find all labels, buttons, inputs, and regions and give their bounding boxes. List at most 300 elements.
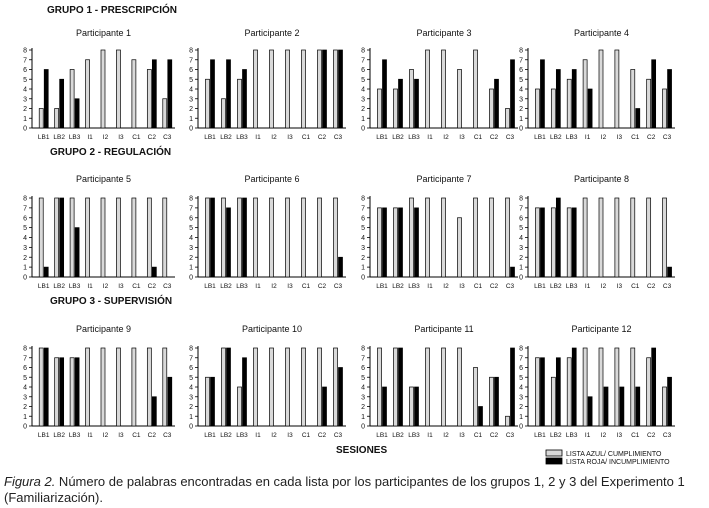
- p3-x-tick-label: C1: [473, 134, 483, 141]
- p6-x-tick-label: C3: [333, 283, 343, 290]
- p6-x-tick-label: LB1: [204, 283, 216, 290]
- p3-bar-blue: [490, 89, 494, 128]
- p2-title: Participante 2: [244, 28, 300, 38]
- p1-x-tick-label: LB1: [37, 134, 50, 141]
- p9-title: Participante 9: [75, 324, 132, 334]
- p6-y-tick-label: 7: [189, 205, 193, 213]
- p1-bar-red: [168, 60, 172, 128]
- p11-bar-blue: [394, 348, 398, 426]
- p9-x-tick-label: LB1: [37, 432, 50, 439]
- p5-y-tick-label: 8: [23, 195, 27, 203]
- p3-y-tick-label: 7: [361, 57, 365, 65]
- p6-bar-blue: [270, 198, 274, 277]
- legend: [546, 450, 670, 466]
- p2-y-tick-label: 8: [189, 47, 193, 55]
- p11-bar-red: [415, 387, 419, 426]
- p11-bar-red: [383, 387, 387, 426]
- p2-bar-blue: [222, 99, 226, 128]
- p3-y-tick-label: 6: [361, 67, 365, 74]
- p8-x-tick-label: C3: [662, 283, 672, 290]
- p8-x-tick-label: LB2: [550, 283, 562, 290]
- p4-bar-red: [540, 60, 544, 128]
- p10-bar-blue: [206, 377, 210, 426]
- p4-y-tick-label: 8: [519, 47, 523, 55]
- p3-y-tick-label: 1: [361, 115, 365, 123]
- p10-x-tick-label: I3: [287, 432, 293, 439]
- p10-title: Participante 10: [241, 324, 303, 334]
- p6-bar-blue: [254, 198, 258, 277]
- p8-bar-red: [572, 208, 576, 277]
- p7-y-tick-label: 2: [361, 254, 365, 262]
- p11-x-tick-label: I2: [443, 432, 449, 439]
- p7-x-tick-label: C2: [489, 283, 499, 290]
- p9-y-tick-label: 8: [23, 345, 27, 353]
- p1-y-tick-label: 3: [23, 96, 27, 104]
- p4-bar-red: [652, 60, 656, 128]
- p12-y-tick-label: 2: [519, 404, 523, 411]
- p4-x-tick-label: C1: [631, 134, 640, 141]
- p10-bar-blue: [270, 348, 274, 426]
- p9-bar-red: [168, 377, 172, 426]
- p3-bar-red: [383, 60, 387, 128]
- p3-x-tick-label: LB1: [376, 134, 388, 141]
- p4-y-tick-label: 5: [519, 76, 523, 84]
- p2-y-tick-label: 6: [189, 67, 193, 74]
- p11-bar-blue: [410, 387, 414, 426]
- p12-x-tick-label: LB1: [534, 432, 546, 439]
- p7-y-tick-label: 8: [361, 195, 365, 203]
- p10-bar-red: [323, 387, 327, 426]
- p2-bar-red: [339, 50, 343, 128]
- p4-bar-blue: [567, 79, 571, 128]
- p11-bar-blue: [490, 377, 494, 426]
- p2-bar-blue: [238, 79, 242, 128]
- p11-y-tick-label: 2: [361, 404, 365, 411]
- p7-x-tick-label: LB3: [408, 283, 420, 290]
- p11-x-tick-label: C1: [473, 432, 483, 439]
- p5-x-tick-label: LB1: [37, 283, 50, 290]
- p12-bar-blue: [567, 358, 571, 426]
- p2-y-tick-label: 1: [189, 115, 193, 123]
- p10-bar-red: [211, 377, 215, 426]
- p2-x-tick-label: C3: [333, 134, 343, 141]
- p5-y-tick-label: 6: [23, 215, 27, 223]
- p1-y-tick-label: 1: [23, 115, 27, 123]
- p9-bar-blue: [147, 348, 151, 426]
- p11-bar-blue: [426, 348, 430, 426]
- p7-bar-blue: [410, 198, 414, 277]
- p5-bar-blue: [39, 198, 43, 277]
- p12-title: Participante 12: [571, 324, 632, 334]
- p12-bar-blue: [551, 377, 555, 426]
- p10-bar-blue: [318, 348, 322, 426]
- p1-y-tick-label: 4: [23, 86, 27, 94]
- p12-y-tick-label: 0: [519, 423, 523, 431]
- p8-bar-red: [540, 208, 544, 277]
- p6-bar-red: [339, 257, 343, 277]
- p8-y-tick-label: 8: [519, 195, 523, 203]
- p9-bar-red: [152, 397, 156, 426]
- p5-bar-red: [60, 198, 64, 277]
- p7-x-tick-label: I3: [459, 283, 465, 290]
- p5-y-tick-label: 2: [23, 254, 27, 262]
- p12-y-tick-label: 4: [519, 384, 523, 392]
- p8-x-tick-label: I3: [616, 283, 623, 290]
- p8-y-tick-label: 4: [519, 235, 523, 242]
- p3-bar-blue: [474, 50, 478, 128]
- p7-bar-blue: [378, 208, 382, 277]
- p10-y-tick-label: 6: [189, 365, 193, 372]
- p2-y-tick-label: 2: [189, 106, 193, 113]
- p10-y-tick-label: 0: [189, 423, 193, 431]
- p4-y-tick-label: 0: [519, 125, 523, 133]
- p5-y-tick-label: 1: [23, 264, 27, 272]
- p6-bar-red: [211, 198, 215, 277]
- p4-y-tick-label: 7: [519, 57, 523, 65]
- figure-caption: [4, 474, 704, 506]
- p4-bar-blue: [583, 60, 587, 128]
- p3-y-tick-label: 2: [361, 106, 365, 113]
- p2-y-tick-label: 7: [189, 57, 193, 65]
- p11-y-tick-label: 8: [361, 345, 365, 353]
- p1-x-tick-label: C3: [163, 134, 172, 141]
- p8-y-tick-label: 2: [519, 254, 523, 262]
- p6-y-tick-label: 4: [189, 235, 193, 242]
- p12-bar-red: [620, 387, 624, 426]
- p2-x-tick-label: LB1: [204, 134, 216, 141]
- p7-x-tick-label: LB2: [392, 283, 404, 290]
- p7-bar-blue: [442, 198, 446, 277]
- p9-bar-red: [44, 348, 48, 426]
- p10-x-tick-label: C2: [317, 432, 327, 439]
- p2-x-tick-label: C1: [301, 134, 311, 141]
- p1-y-tick-label: 0: [23, 125, 27, 133]
- p8-bar-red: [556, 198, 560, 277]
- p3-bar-red: [495, 79, 499, 128]
- p9-bar-blue: [55, 358, 59, 426]
- p7-bar-blue: [474, 198, 478, 277]
- p6-y-tick-label: 0: [189, 274, 193, 282]
- p9-bar-red: [75, 358, 79, 426]
- p5-bar-red: [152, 267, 156, 277]
- p8-bar-blue: [551, 208, 555, 277]
- p10-y-tick-label: 1: [189, 413, 193, 421]
- p6-bar-red: [227, 208, 231, 277]
- legend-swatch-red-list: [546, 458, 562, 464]
- p6-bar-blue: [334, 198, 338, 277]
- p11-bar-blue: [506, 416, 510, 426]
- p4-bar-blue: [599, 50, 603, 128]
- p7-y-tick-label: 7: [361, 205, 365, 213]
- p1-bar-blue: [101, 50, 105, 128]
- p10-x-tick-label: I2: [271, 432, 277, 439]
- p4-bar-blue: [663, 89, 667, 128]
- p3-y-tick-label: 8: [361, 47, 365, 55]
- p6-bar-blue: [222, 198, 226, 277]
- p5-x-tick-label: I2: [102, 283, 109, 290]
- p11-y-tick-label: 4: [361, 384, 365, 392]
- p6-x-tick-label: C1: [301, 283, 311, 290]
- p10-y-tick-label: 7: [189, 355, 193, 363]
- p11-bar-red: [511, 348, 515, 426]
- p1-x-tick-label: C2: [147, 134, 156, 141]
- p11-x-tick-label: I3: [459, 432, 465, 439]
- p12-bar-blue: [583, 348, 587, 426]
- p12-y-tick-label: 8: [519, 345, 523, 353]
- p1-x-tick-label: LB2: [53, 134, 65, 141]
- p9-bar-blue: [86, 348, 90, 426]
- p5-y-tick-label: 4: [23, 235, 27, 242]
- p5-y-tick-label: 7: [23, 205, 27, 213]
- p1-bar-blue: [39, 109, 43, 129]
- p3-y-tick-label: 0: [361, 125, 365, 133]
- p9-x-tick-label: C1: [132, 432, 141, 439]
- p7-bar-blue: [458, 218, 462, 277]
- p2-bar-blue: [206, 79, 210, 128]
- p1-bar-red: [152, 60, 156, 128]
- p9-x-tick-label: I1: [87, 432, 93, 439]
- p12-x-tick-label: I3: [616, 432, 623, 439]
- p5-x-tick-label: I3: [118, 283, 124, 290]
- p2-y-tick-label: 5: [189, 76, 193, 84]
- p5-bar-blue: [116, 198, 120, 277]
- p11-y-tick-label: 1: [361, 413, 365, 421]
- p2-bar-red: [323, 50, 327, 128]
- p3-x-tick-label: I2: [443, 134, 449, 141]
- p10-x-tick-label: LB2: [220, 432, 232, 439]
- p4-x-tick-label: LB3: [565, 134, 578, 141]
- p5-bar-red: [44, 267, 48, 277]
- p6-bar-blue: [238, 198, 242, 277]
- p8-y-tick-label: 0: [519, 274, 523, 282]
- p12-bar-red: [540, 358, 544, 426]
- legend-label-blue-list: LISTA AZUL/ CUMPLIMIENTO: [566, 451, 662, 458]
- p4-y-tick-label: 4: [519, 86, 523, 94]
- p12-bar-red: [556, 358, 560, 426]
- p5-bar-blue: [86, 198, 90, 277]
- p12-bar-red: [652, 348, 656, 426]
- p9-y-tick-label: 1: [23, 413, 27, 421]
- p3-bar-blue: [410, 70, 414, 129]
- p9-bar-blue: [163, 348, 167, 426]
- p4-x-tick-label: C2: [647, 134, 656, 141]
- p11-y-tick-label: 6: [361, 365, 365, 372]
- p2-x-tick-label: LB2: [220, 134, 232, 141]
- p10-bar-red: [227, 348, 231, 426]
- p12-x-tick-label: C1: [631, 432, 640, 439]
- p11-y-tick-label: 5: [361, 374, 365, 382]
- p10-y-tick-label: 5: [189, 374, 193, 382]
- p9-x-tick-label: C2: [147, 432, 156, 439]
- p6-x-tick-label: LB3: [236, 283, 248, 290]
- p1-x-tick-label: I2: [102, 134, 109, 141]
- p7-y-tick-label: 0: [361, 274, 365, 282]
- p7-y-tick-label: 1: [361, 264, 365, 272]
- p5-x-tick-label: I1: [87, 283, 93, 290]
- p10-x-tick-label: C3: [333, 432, 343, 439]
- p1-y-tick-label: 7: [23, 57, 27, 65]
- p12-bar-blue: [631, 348, 635, 426]
- p6-y-tick-label: 1: [189, 264, 193, 272]
- p6-title: Participante 6: [244, 174, 300, 184]
- p7-x-tick-label: C1: [473, 283, 483, 290]
- p10-bar-blue: [286, 348, 290, 426]
- p12-bar-blue: [535, 358, 539, 426]
- p2-bar-red: [243, 70, 247, 129]
- p2-x-tick-label: LB3: [236, 134, 248, 141]
- p6-x-tick-label: LB2: [220, 283, 232, 290]
- p7-bar-blue: [506, 198, 510, 277]
- p3-bar-blue: [426, 50, 430, 128]
- p2-bar-blue: [318, 50, 322, 128]
- p2-bar-blue: [270, 50, 274, 128]
- figure-caption-text: Número de palabras encontradas en cada lista por los participantes de los grupos 1, 2 y 3 del Experimento 1 (Familiarización).: [4, 474, 685, 505]
- p12-y-tick-label: 7: [519, 355, 523, 363]
- p3-y-tick-label: 4: [361, 86, 365, 94]
- p1-bar-blue: [147, 70, 151, 129]
- p11-bar-red: [399, 348, 403, 426]
- p12-bar-blue: [647, 358, 651, 426]
- p6-bar-blue: [318, 198, 322, 277]
- legend-label-red-list: LISTA ROJA/ INCUMPLIMIENTO: [566, 459, 670, 466]
- p8-x-tick-label: C2: [647, 283, 656, 290]
- p9-x-tick-label: LB3: [68, 432, 81, 439]
- p8-x-tick-label: I1: [584, 283, 591, 290]
- p10-x-tick-label: LB3: [236, 432, 248, 439]
- p1-bar-blue: [86, 60, 90, 128]
- p8-x-tick-label: I2: [600, 283, 607, 290]
- p1-y-tick-label: 2: [23, 106, 27, 113]
- p11-x-tick-label: LB3: [408, 432, 420, 439]
- p8-x-tick-label: LB3: [565, 283, 578, 290]
- p11-y-tick-label: 7: [361, 355, 365, 363]
- p12-y-tick-label: 5: [519, 374, 523, 382]
- p1-bar-red: [60, 79, 64, 128]
- p3-title: Participante 3: [416, 28, 472, 38]
- p10-bar-red: [243, 358, 247, 426]
- p12-bar-red: [572, 348, 576, 426]
- p8-bar-blue: [567, 208, 571, 277]
- p10-bar-blue: [222, 348, 226, 426]
- p1-x-tick-label: I1: [87, 134, 93, 141]
- p12-y-tick-label: 3: [519, 394, 523, 402]
- p5-x-tick-label: C3: [163, 283, 172, 290]
- group-2-title: GRUPO 2 - REGULACIÓN: [50, 147, 172, 158]
- p10-x-tick-label: I1: [255, 432, 261, 439]
- p9-y-tick-label: 5: [23, 374, 27, 382]
- p2-bar-blue: [302, 50, 306, 128]
- p3-bar-blue: [458, 70, 462, 129]
- p1-x-tick-label: I3: [118, 134, 124, 141]
- group-1-title: GRUPO 1 - PRESCRIPCIÓN: [47, 5, 178, 16]
- p5-y-tick-label: 3: [23, 244, 27, 252]
- p1-bar-blue: [70, 70, 74, 129]
- p3-x-tick-label: LB3: [408, 134, 420, 141]
- p6-y-tick-label: 8: [189, 195, 193, 203]
- p8-x-tick-label: LB1: [534, 283, 546, 290]
- p6-x-tick-label: I1: [255, 283, 261, 290]
- p9-y-tick-label: 4: [23, 384, 27, 392]
- p2-bar-red: [227, 60, 231, 128]
- p10-bar-blue: [254, 348, 258, 426]
- p4-x-tick-label: I2: [600, 134, 607, 141]
- p3-y-tick-label: 3: [361, 96, 365, 104]
- p11-x-tick-label: C2: [489, 432, 499, 439]
- p12-x-tick-label: LB3: [565, 432, 578, 439]
- p2-x-tick-label: I3: [287, 134, 293, 141]
- p2-y-tick-label: 3: [189, 96, 193, 104]
- p7-y-tick-label: 3: [361, 244, 365, 252]
- p12-x-tick-label: C2: [647, 432, 656, 439]
- p8-bar-red: [668, 267, 672, 277]
- p1-y-tick-label: 6: [23, 67, 27, 74]
- p4-x-tick-label: I3: [616, 134, 623, 141]
- p11-y-tick-label: 0: [361, 423, 365, 431]
- p4-bar-blue: [647, 79, 651, 128]
- p1-x-tick-label: LB3: [68, 134, 81, 141]
- p4-bar-blue: [551, 89, 555, 128]
- p5-bar-blue: [132, 198, 136, 277]
- p7-bar-red: [399, 208, 403, 277]
- p3-x-tick-label: C2: [489, 134, 499, 141]
- p2-bar-red: [211, 60, 215, 128]
- p10-x-tick-label: LB1: [204, 432, 216, 439]
- p12-y-tick-label: 1: [519, 413, 523, 421]
- p4-y-tick-label: 1: [519, 115, 523, 123]
- p6-x-tick-label: C2: [317, 283, 327, 290]
- p11-bar-blue: [458, 348, 462, 426]
- p9-x-tick-label: C3: [163, 432, 172, 439]
- p7-bar-blue: [394, 208, 398, 277]
- p9-x-tick-label: I2: [102, 432, 109, 439]
- p12-x-tick-label: C3: [662, 432, 672, 439]
- p11-bar-blue: [378, 348, 382, 426]
- p7-bar-blue: [490, 198, 494, 277]
- p9-bar-red: [60, 358, 64, 426]
- p3-x-tick-label: I1: [427, 134, 433, 141]
- p7-bar-red: [415, 208, 419, 277]
- p7-x-tick-label: I2: [443, 283, 449, 290]
- p1-title: Participante 1: [75, 28, 132, 38]
- x-axis-title: SESIONES: [336, 445, 388, 456]
- p9-bar-blue: [132, 348, 136, 426]
- p12-x-tick-label: I2: [600, 432, 607, 439]
- p9-bar-blue: [101, 348, 105, 426]
- p10-bar-red: [339, 368, 343, 427]
- p5-x-tick-label: LB2: [53, 283, 65, 290]
- p12-x-tick-label: LB2: [550, 432, 562, 439]
- p10-y-tick-label: 8: [189, 345, 193, 353]
- p11-x-tick-label: I1: [427, 432, 433, 439]
- p4-bar-red: [572, 70, 576, 129]
- p3-x-tick-label: I3: [459, 134, 465, 141]
- p3-bar-blue: [394, 89, 398, 128]
- p11-title: Participante 11: [414, 324, 474, 334]
- p4-title: Participante 4: [573, 28, 630, 38]
- p6-x-tick-label: I3: [287, 283, 293, 290]
- p1-bar-blue: [132, 60, 136, 128]
- p9-y-tick-label: 6: [23, 365, 27, 372]
- p4-bar-blue: [615, 50, 619, 128]
- p5-y-tick-label: 5: [23, 225, 27, 233]
- p7-bar-blue: [426, 198, 430, 277]
- p8-y-tick-label: 5: [519, 225, 523, 233]
- legend-swatch-blue-list: [546, 450, 562, 456]
- p7-bar-red: [511, 267, 515, 277]
- p1-bar-blue: [55, 109, 59, 129]
- p6-bar-red: [243, 198, 247, 277]
- p11-bar-red: [495, 377, 499, 426]
